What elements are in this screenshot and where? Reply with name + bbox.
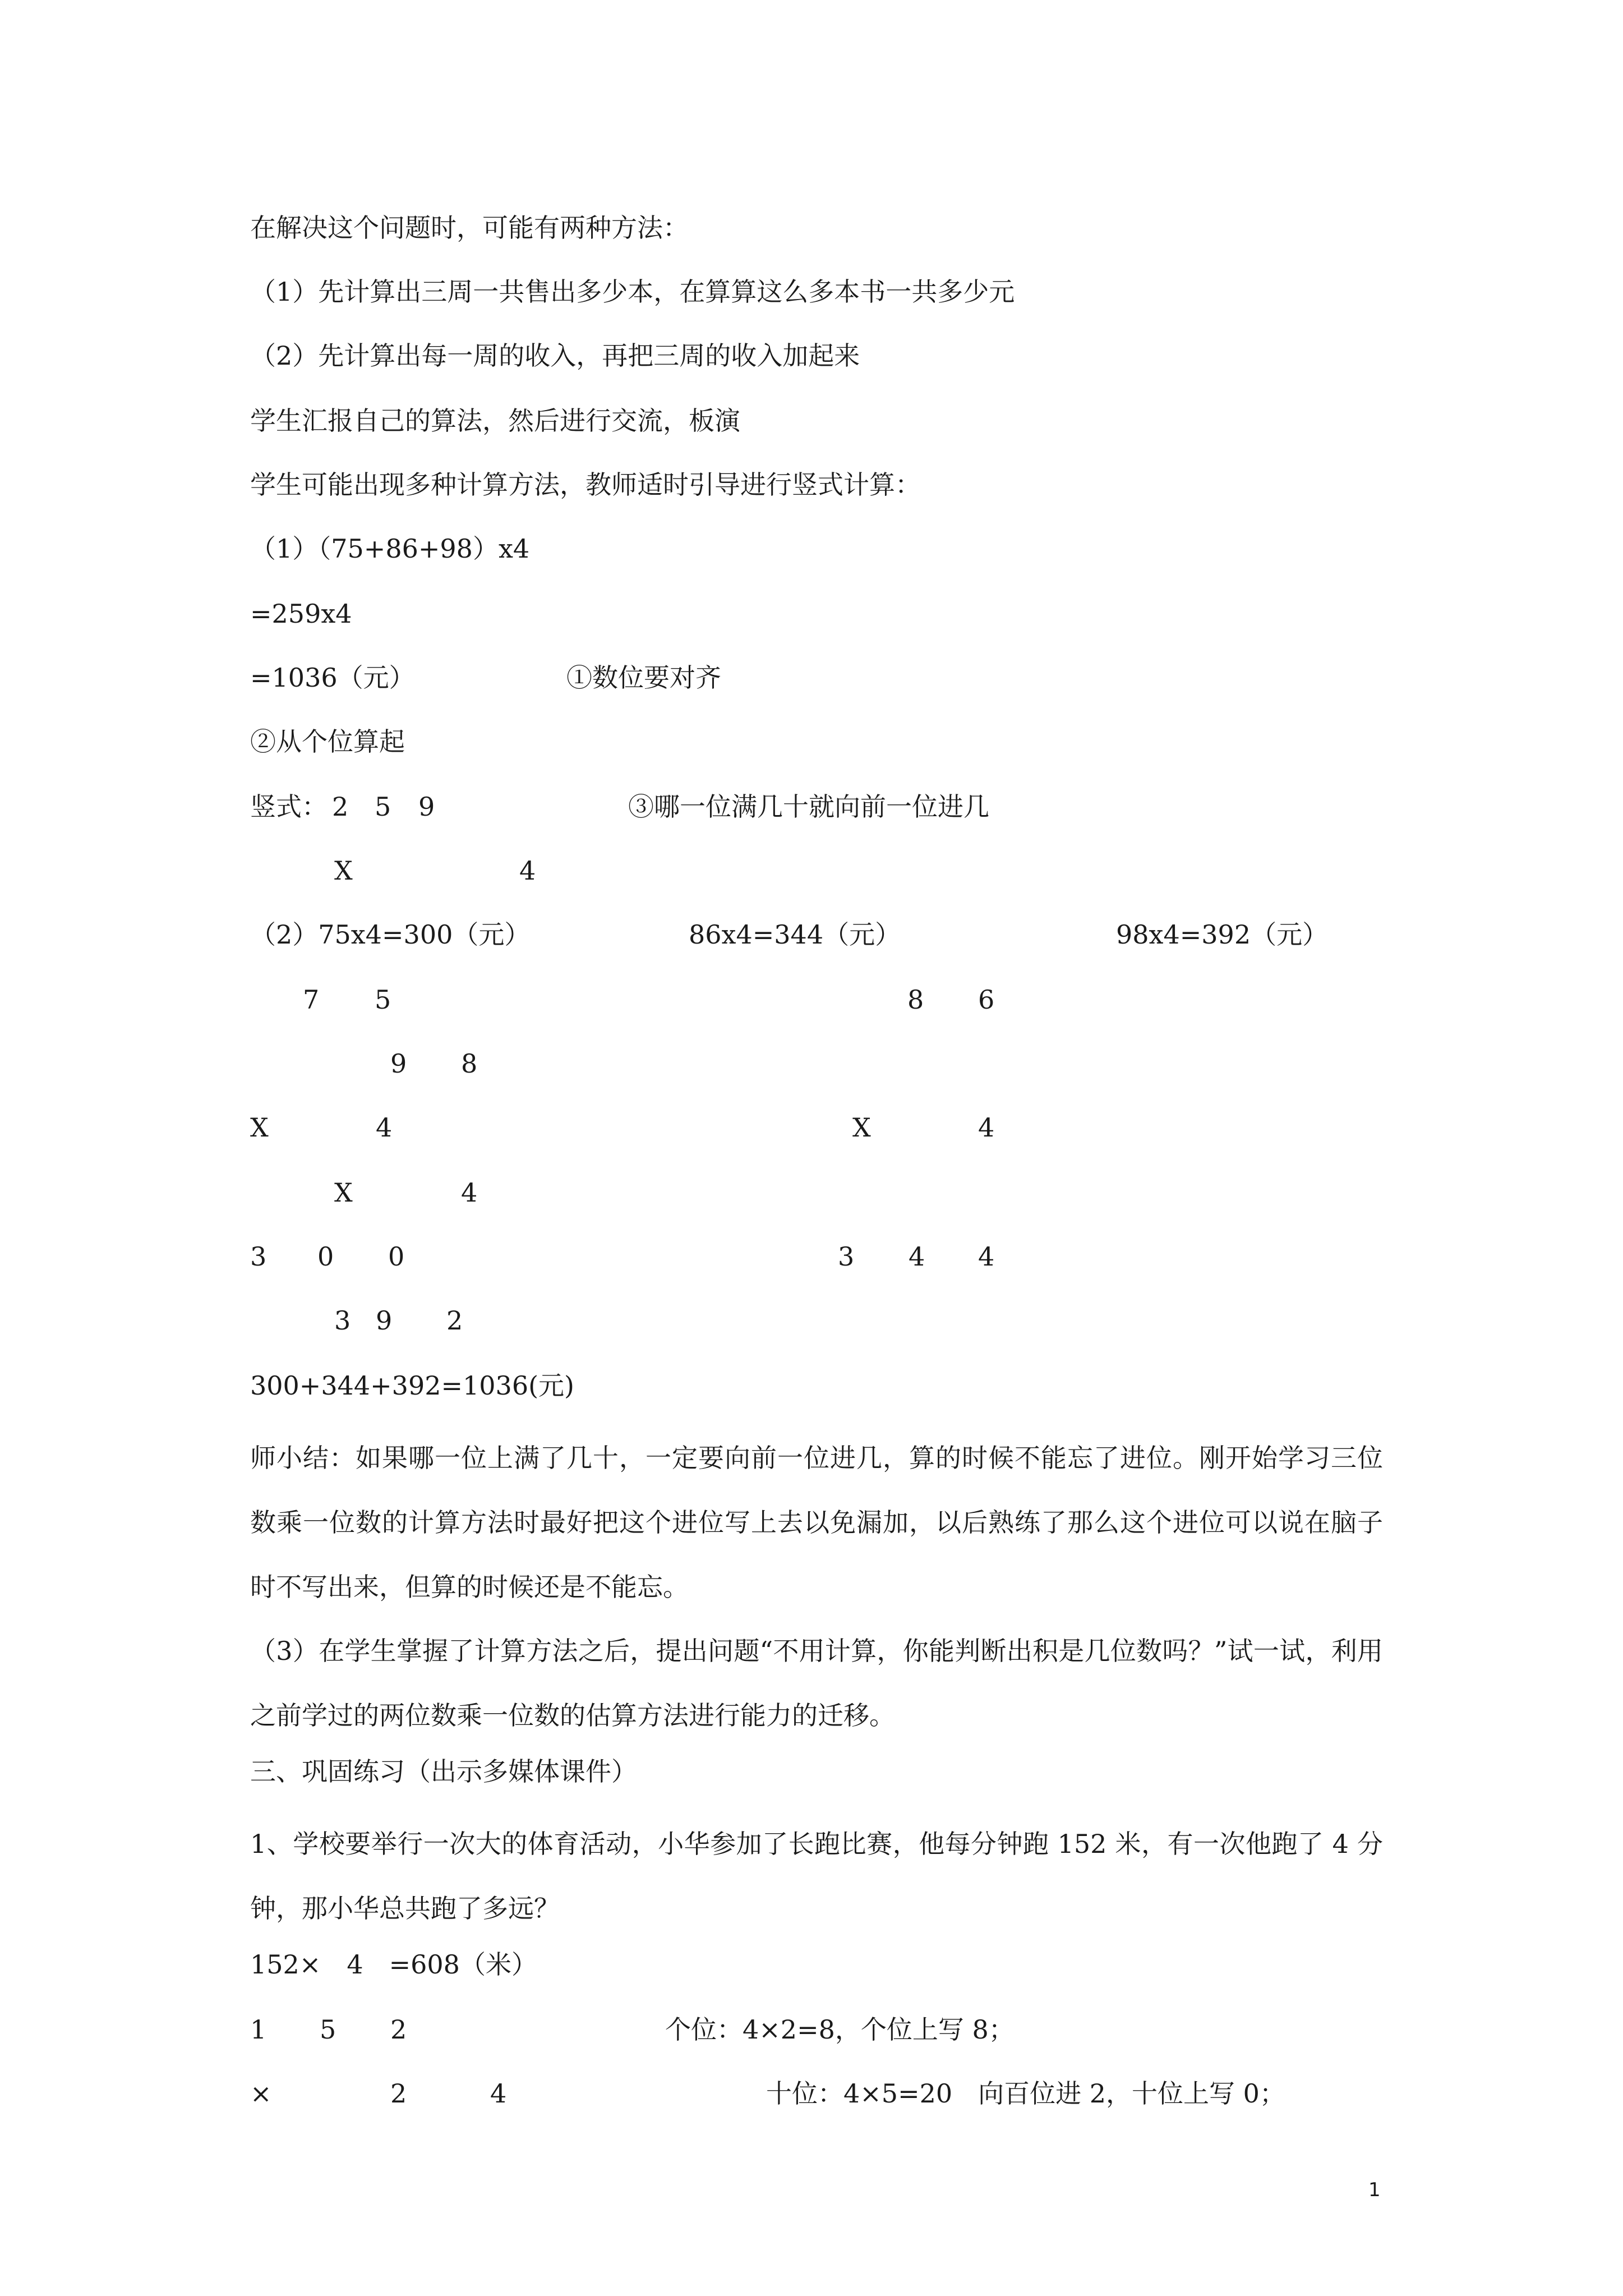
multiply-sign: X xyxy=(334,855,353,886)
digit: 4 xyxy=(490,2078,507,2109)
digit: 5 xyxy=(320,2014,336,2045)
digit: 4 xyxy=(978,1112,995,1143)
step-note: ①数位要对齐 xyxy=(566,662,721,693)
teacher-summary: 师小结：如果哪一位上满了几十，一定要向前一位进几，算的时候不能忘了进位。刚开始学习三位数乘一位数的计算方法时最好把这个进位写上去以免漏加，以后熟练了那么这个进位可以说在脑子时不写出来，但算的时候还是不能忘。 xyxy=(250,1443,1383,1602)
digit: 0 xyxy=(317,1241,334,1272)
text-line: =1036（元） xyxy=(250,662,415,693)
estimate-paragraph: （3）在学生掌握了计算方法之后，提出问题“不用计算，你能判断出积是几位数吗？”试一试，利用之前学过的两位数乘一位数的估算方法进行能力的迁移。 xyxy=(250,1636,1383,1731)
text-line: 学生汇报自己的算法，然后进行交流，板演 xyxy=(250,406,740,436)
multiply-sign: X xyxy=(250,1112,269,1143)
text-line: 86x4=344（元） xyxy=(689,919,901,950)
digit: 8 xyxy=(907,984,924,1015)
digit: 2 xyxy=(446,1305,463,1336)
text-line: （2）75x4=300（元） xyxy=(250,919,531,950)
digit: 2 xyxy=(390,2078,407,2109)
text-line: （2）先计算出每一周的收入，再把三周的收入加起来 xyxy=(250,341,860,371)
digit: 9 xyxy=(390,1048,407,1079)
text-line: 在解决这个问题时，可能有两种方法： xyxy=(250,213,689,243)
digit: 3 xyxy=(250,1241,267,1272)
step-note: 十位：4×5=20 向百位进 2，十位上写 0； xyxy=(766,2078,1285,2109)
digit: 4 xyxy=(376,1112,393,1143)
digit: 3 xyxy=(838,1241,855,1272)
digit: 7 xyxy=(303,984,320,1015)
digit: 4 xyxy=(519,855,536,886)
digit: 4 xyxy=(461,1177,478,1208)
digit: 2 xyxy=(332,792,349,822)
step-note: ②从个位算起 xyxy=(250,726,405,757)
digit: 2 xyxy=(390,2014,407,2045)
practice-problem: 1、学校要举行一次大的体育活动，小华参加了长跑比赛，他每分钟跑 152 米，有一次他跑了 4 分钟，那小华总共跑了多远？ xyxy=(250,1829,1383,1924)
digit: 5 xyxy=(375,984,391,1015)
text-line: 98x4=392（元） xyxy=(1116,919,1329,950)
digit: 0 xyxy=(388,1241,405,1272)
digit: 6 xyxy=(978,984,995,1015)
digit: 9 xyxy=(376,1305,393,1336)
digit: 1 xyxy=(250,2014,267,2045)
text-line: 300+344+392=1036(元) xyxy=(250,1370,574,1401)
step-note: 个位：4×2=8，个位上写 8； xyxy=(665,2014,1015,2045)
section-heading: 三、巩固练习（出示多媒体课件） xyxy=(250,1756,637,1787)
multiply-sign: × xyxy=(250,2078,272,2109)
multiply-sign: X xyxy=(334,1177,353,1208)
text-line: 学生可能出现多种计算方法，教师适时引导进行竖式计算： xyxy=(250,470,921,500)
multiply-sign: X xyxy=(852,1112,871,1143)
digit: 3 xyxy=(334,1305,351,1336)
text-line: （1）（75+86+98）x4 xyxy=(250,533,530,564)
digit: 4 xyxy=(909,1241,925,1272)
digit: 4 xyxy=(978,1241,995,1272)
text-line: 152× 4 =608（米） xyxy=(250,1949,537,1980)
vertical-label: 竖式： xyxy=(250,792,328,822)
page-number: 1 xyxy=(1368,2179,1381,2201)
step-note: ③哪一位满几十就向前一位进几 xyxy=(628,792,989,822)
digit: 9 xyxy=(418,792,435,822)
digit: 8 xyxy=(461,1048,478,1079)
digit: 5 xyxy=(375,792,391,822)
text-line: （1）先计算出三周一共售出多少本，在算算这么多本书一共多少元 xyxy=(250,277,1015,307)
text-line: =259x4 xyxy=(250,599,352,629)
